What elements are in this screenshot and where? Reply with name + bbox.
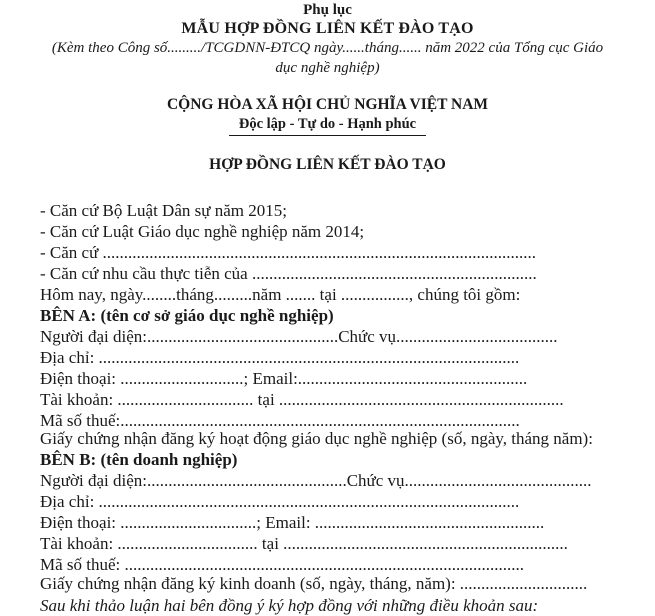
- contract-title: HỢP ĐỒNG LIÊN KẾT ĐÀO TẠO: [209, 156, 446, 173]
- intro-line: Hôm nay, ngày........tháng.........năm ....... tại ................, chúng tôi gồm:: [40, 285, 521, 304]
- national-motto: [0, 116, 655, 133]
- reference-line-2: dục nghề nghiệp): [275, 60, 380, 76]
- basis-line-2: - Căn cứ Luật Giáo dục nghề nghiệp năm 2014;: [40, 222, 365, 241]
- reference-line-1: (Kèm theo Công số........./TCGDNN-ĐTCQ ngày......tháng...... năm 2022 của Tổng cục Giáo: [51, 40, 604, 56]
- closing-line: Sau khi thảo luận hai bên đồng ý ký hợp đồng với những điều khoản sau:: [40, 596, 539, 615]
- basis-line-3: - Căn cứ ......................................................................................................: [40, 243, 537, 262]
- basis-line-4: - Căn cứ nhu cầu thực tiễn của ...................................................................: [40, 264, 537, 283]
- party-b-tax-code: Mã số thuế: ..............................................................................................: [40, 555, 525, 574]
- party-b-certificate: Giấy chứng nhận đăng ký kinh doanh (số, ngày, tháng, năm): ..............................: [40, 574, 588, 593]
- party-b-phone-email: Điện thoại: ................................; Email: ......................................................: [40, 513, 545, 532]
- party-b-address: Địa chỉ: ...................................................................................................: [40, 492, 520, 511]
- national-name: CỘNG HÒA XÃ HỘI CHỦ NGHĨA VIỆT NAM: [166, 96, 489, 113]
- party-a-heading: BÊN A: (tên cơ sở giáo dục nghề nghiệp): [40, 306, 334, 325]
- party-a-tax-code: Mã số thuế:..............................................................................................: [40, 411, 520, 430]
- basis-line-1: - Căn cứ Bộ Luật Dân sự năm 2015;: [40, 201, 287, 220]
- party-b-bank-account: Tài khoản: ................................. tại ...................................................................: [40, 534, 568, 553]
- party-b-heading: BÊN B: (tên doanh nghiệp): [40, 450, 238, 469]
- party-a-bank-account: Tài khoản: ................................ tại ...................................................................: [40, 390, 564, 409]
- party-b-representative: Người đại diện:...............................................Chức vụ............................................: [40, 471, 592, 490]
- party-a-representative: Người đại diện:.............................................Chức vụ......................................: [40, 327, 558, 346]
- party-a-certificate: Giấy chứng nhận đăng ký hoạt động giáo dục nghề nghiệp (số, ngày, tháng năm):: [40, 429, 593, 448]
- form-title: MẪU HỢP ĐỒNG LIÊN KẾT ĐÀO TẠO: [181, 20, 474, 37]
- party-a-phone-email: Điện thoại: .............................; Email:......................................................: [40, 369, 528, 388]
- appendix-label: Phụ lục: [303, 2, 352, 18]
- motto-text: Độc lập - Tự do - Hạnh phúc: [229, 116, 426, 136]
- party-a-address: Địa chỉ: ...................................................................................................: [40, 348, 520, 367]
